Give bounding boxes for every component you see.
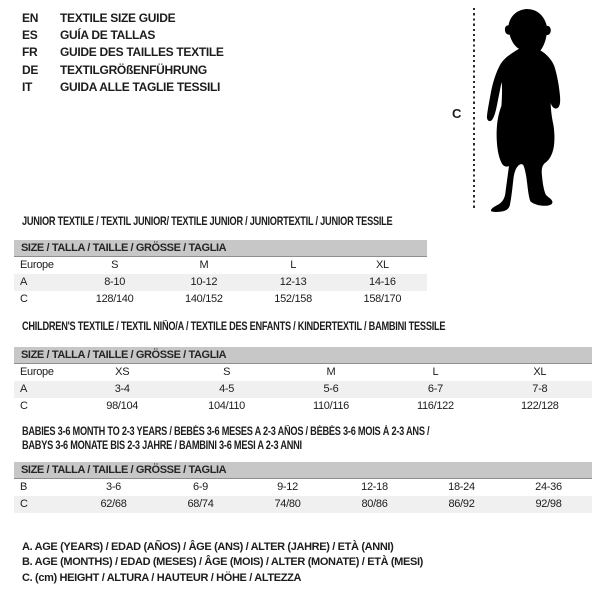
table-cell: 8-10: [104, 276, 126, 288]
table-cell: 104/110: [208, 400, 246, 412]
table-cell: 3-4: [114, 383, 130, 395]
section-title-line: BABYS 3-6 MONATE BIS 2-3 JAHRE / BAMBINI 3-6 MESI A 2-3 ANNI: [22, 439, 302, 452]
table-cell: 74/80: [274, 498, 301, 510]
table-cell: 140/152: [185, 293, 223, 305]
size-table: [14, 240, 427, 308]
section-title-line: CHILDREN'S TEXTILE / TEXTIL NIÑO/A / TEXTILE DES ENFANTS / KINDERTEXTIL / BAMBINI TESSILE: [22, 321, 446, 333]
table-cell: 128/140: [95, 293, 134, 305]
table-cell: 98/104: [106, 400, 139, 412]
section-babies: [0, 426, 600, 530]
language-row: [22, 79, 224, 96]
language-code: EN: [22, 11, 39, 25]
table-cell: C: [20, 293, 28, 305]
table-cell: 62/68: [100, 498, 127, 510]
table-cell: 7-8: [532, 383, 548, 395]
section-junior: [0, 216, 600, 320]
language-row: [22, 10, 224, 27]
language-code: FR: [22, 45, 38, 60]
table-cell: C: [20, 498, 28, 510]
height-measure-label: C: [452, 106, 462, 121]
table-cell: 10-12: [190, 276, 218, 288]
table-cell: A: [20, 276, 28, 288]
table-row: [14, 274, 427, 291]
table-row: [14, 496, 592, 513]
section-title: [22, 321, 484, 335]
table-cell: 152/158: [274, 293, 312, 305]
table-row: [14, 257, 427, 274]
table-cell: 110/116: [312, 400, 349, 412]
table-cell: 14-16: [369, 276, 396, 288]
section-title-line: BABIES 3-6 MONTH TO 2-3 YEARS / BEBÉS 3-6 MESES A 2-3 AÑOS / BÉBÉS 3-6 MOIS À 2-3 ANS /: [22, 426, 430, 438]
table-cell: 116/122: [416, 400, 454, 412]
table-cell: 122/128: [520, 400, 559, 412]
baby-silhouette-icon: [482, 6, 582, 212]
language-title: GUIDE DES TAILLES TEXTILE: [60, 45, 224, 60]
table-cell: L: [432, 366, 439, 378]
language-code: ES: [22, 28, 38, 43]
legend-line: A. AGE (YEARS) / EDAD (AÑOS) / ÂGE (ANS) / ALTER (JAHRE) / ETÀ (ANNI): [22, 541, 394, 553]
table-cell: 3-6: [106, 481, 121, 493]
legend-line: C. (cm) HEIGHT / ALTURA / HAUTEUR / HÖHE / ALTEZZA: [22, 571, 302, 584]
size-table-header: SIZE / TALLA / TAILLE / GRÖSSE / TAGLIA: [14, 240, 427, 257]
language-title: GUÍA DE TALLAS: [60, 28, 156, 43]
language-code: DE: [22, 62, 39, 77]
table-cell: XL: [533, 366, 547, 378]
table-cell: S: [111, 259, 119, 271]
table-cell: Europe: [20, 259, 54, 271]
table-cell: 92/98: [535, 498, 562, 510]
language-title-list: [22, 10, 224, 96]
table-cell: 24-36: [535, 481, 562, 493]
language-title: TEXTILE SIZE GUIDE: [60, 11, 176, 25]
language-title: TEXTILGRÖßENFÜHRUNG: [60, 62, 207, 77]
size-table-header: SIZE / TALLA / TAILLE / GRÖSSE / TAGLIA: [14, 347, 592, 364]
language-row: [22, 44, 224, 61]
table-cell: B: [20, 481, 28, 493]
table-cell: M: [199, 259, 209, 271]
size-table: [14, 462, 592, 513]
table-cell: 6-7: [427, 383, 443, 395]
table-row: [14, 479, 592, 496]
table-cell: 158/170: [363, 293, 402, 305]
size-table-header: SIZE / TALLA / TAILLE / GRÖSSE / TAGLIA: [14, 462, 592, 479]
section-title-line: JUNIOR TEXTILE / TEXTIL JUNIOR/ TEXTILE JUNIOR / JUNIORTEXTIL / JUNIOR TESSILE: [22, 216, 393, 228]
table-cell: 5-6: [323, 383, 339, 395]
table-cell: M: [326, 366, 336, 378]
table-cell: S: [223, 366, 231, 378]
table-cell: XS: [115, 366, 130, 378]
section-title: [22, 216, 484, 230]
table-cell: 9-12: [277, 481, 298, 493]
table-row: [14, 364, 592, 381]
language-title: GUIDA ALLE TAGLIE TESSILI: [60, 79, 221, 94]
table-cell: 18-24: [448, 481, 475, 493]
table-row: [14, 381, 592, 398]
legend-line: B. AGE (MONTHS) / EDAD (MESES) / ÂGE (MOIS) / ALTER (MONATE) / ETÀ (MESI): [22, 556, 423, 569]
table-cell: 12-13: [279, 276, 307, 288]
table-cell: 68/74: [187, 498, 214, 510]
language-row: [22, 62, 224, 79]
table-cell: Europe: [20, 366, 54, 378]
table-cell: 4-5: [219, 383, 235, 395]
table-cell: C: [20, 400, 28, 412]
section-children: [0, 321, 600, 425]
section-title: [22, 426, 484, 453]
measurement-legend: [22, 540, 423, 586]
table-cell: 6-9: [193, 481, 208, 493]
table-cell: L: [290, 259, 297, 271]
language-row: [22, 27, 224, 44]
table-cell: 86/92: [448, 498, 475, 510]
table-cell: 12-18: [361, 481, 388, 493]
table-row: [14, 398, 592, 415]
language-code: IT: [22, 79, 33, 94]
height-dotted-line: [473, 8, 475, 209]
table-cell: A: [20, 383, 28, 395]
table-row: [14, 291, 427, 308]
size-table: [14, 347, 592, 415]
table-cell: XL: [375, 259, 389, 271]
table-cell: 80/86: [361, 498, 388, 510]
